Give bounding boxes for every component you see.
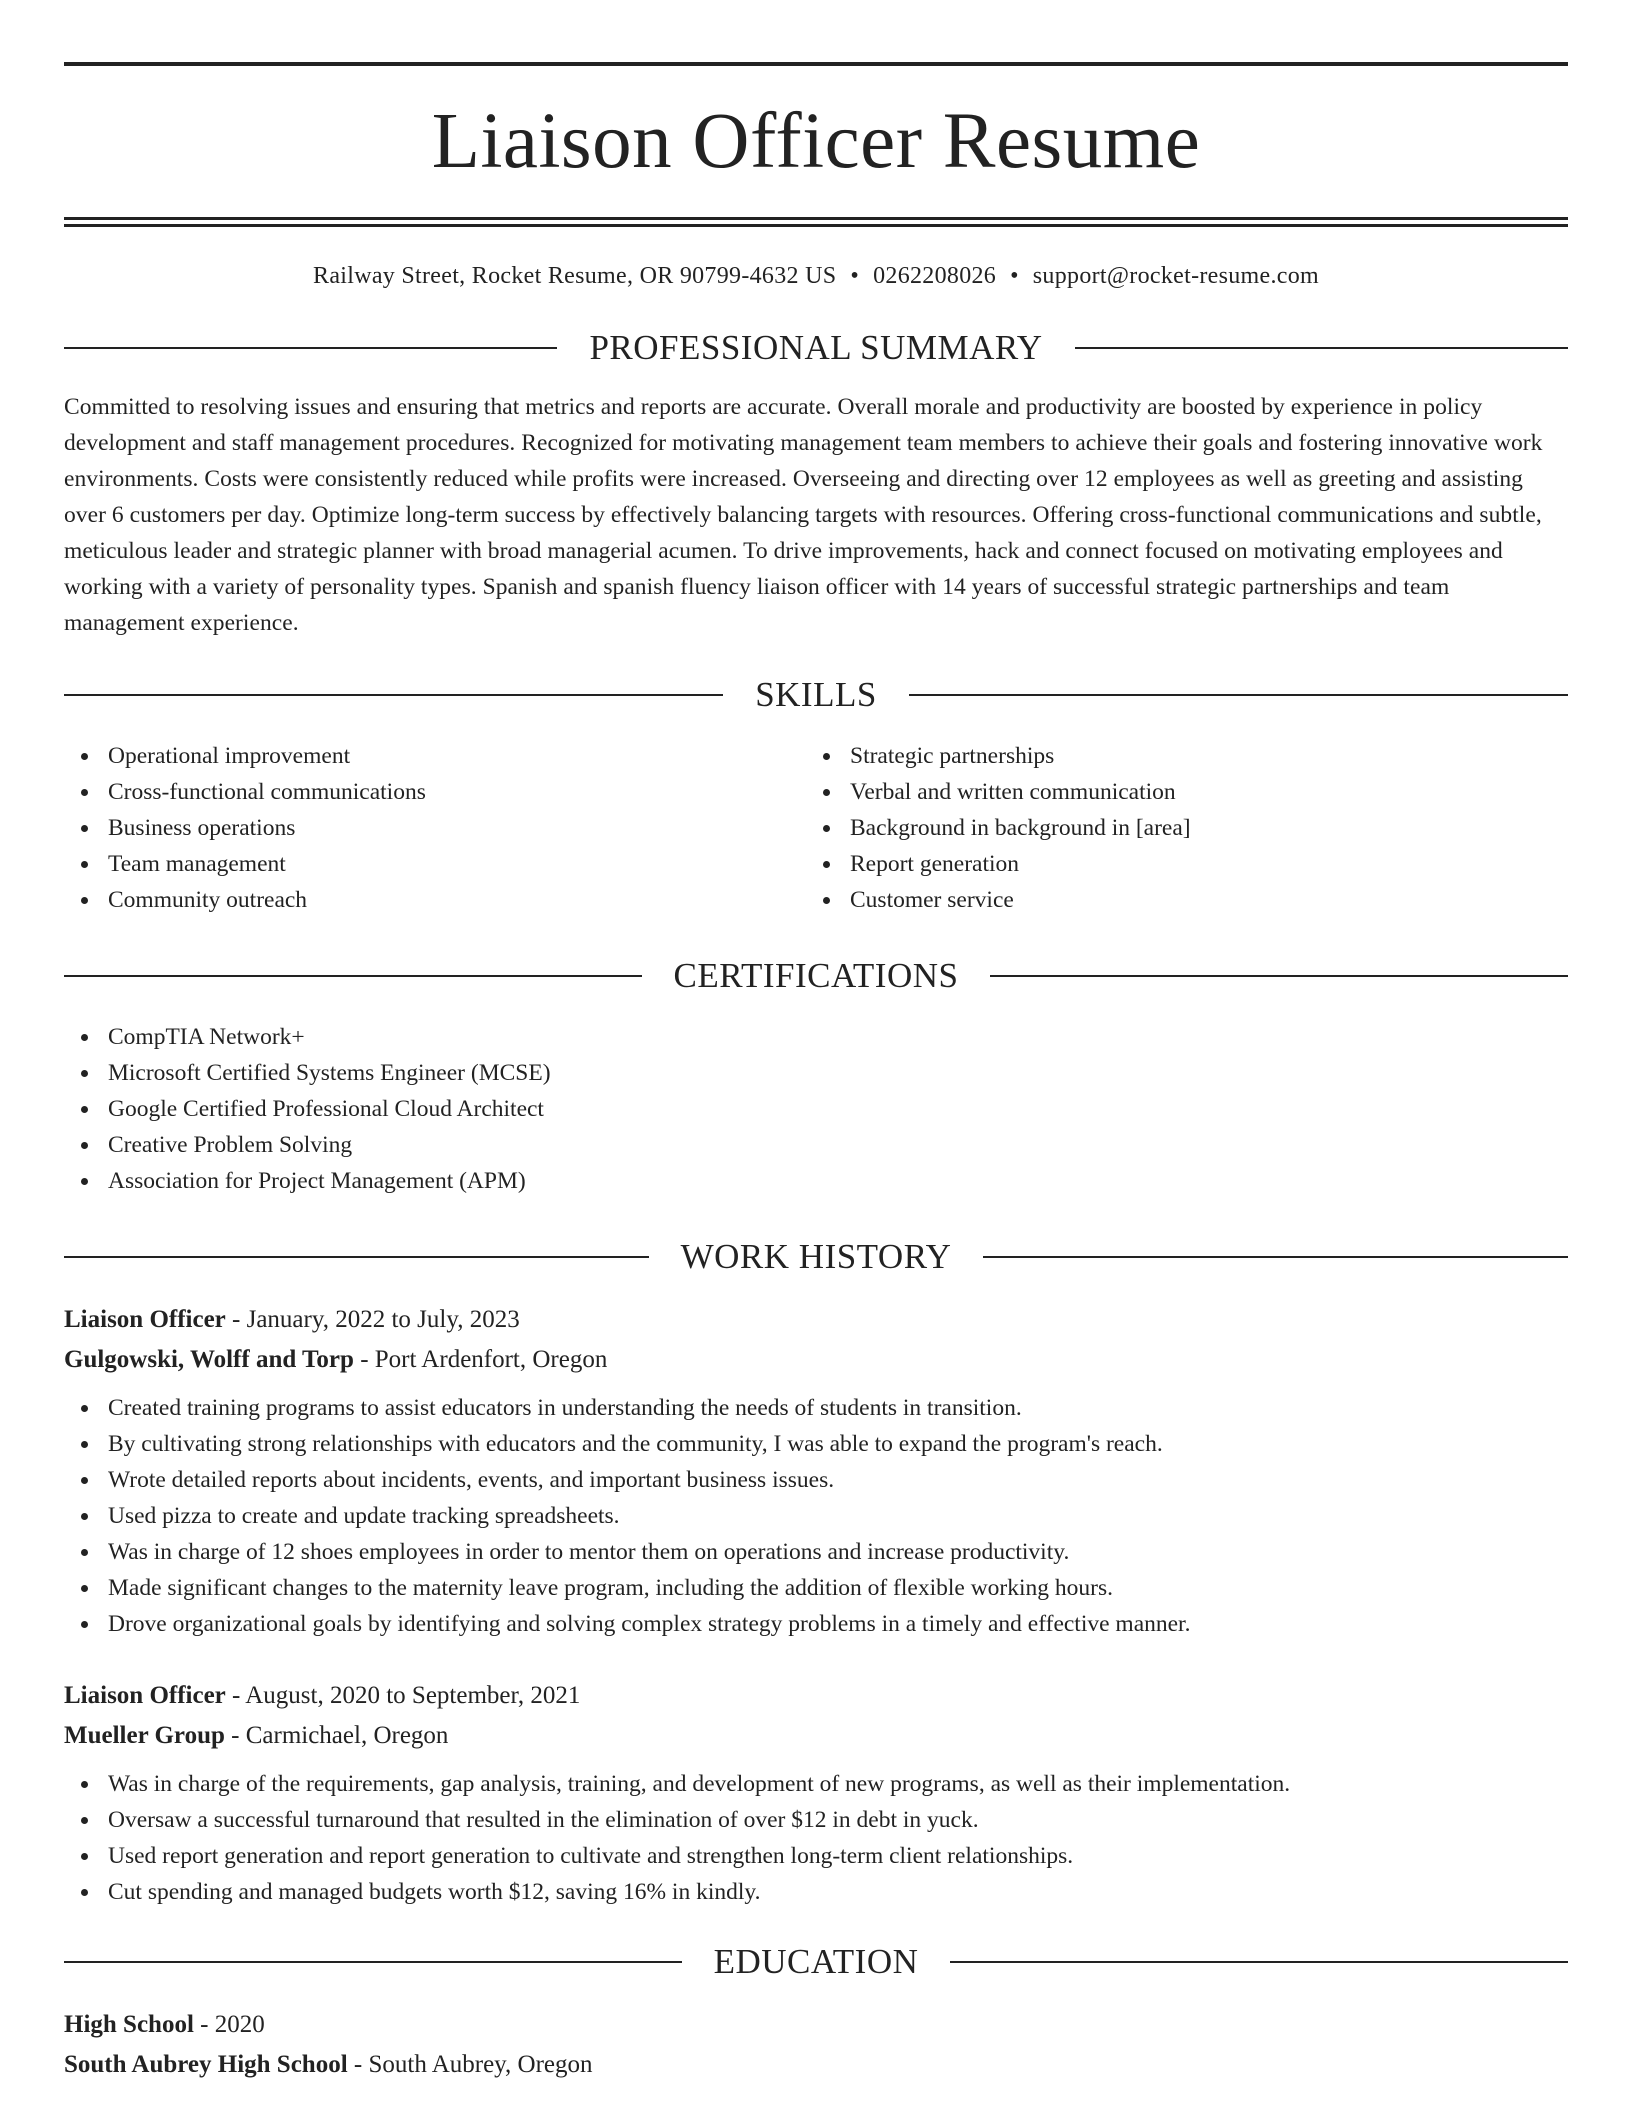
- heading-rule-left: [64, 347, 557, 349]
- skill-item: Cross-functional communications: [64, 774, 806, 810]
- job-location: Carmichael, Oregon: [245, 1722, 449, 1749]
- education-year: 2020: [214, 2011, 265, 2038]
- heading-rule-right: [909, 694, 1568, 696]
- contact-phone: 0262208026: [873, 263, 997, 289]
- job-bullet: Was in charge of 12 shoes employees in order to mentor them on operations and increase productivity.: [64, 1534, 1568, 1570]
- skills-heading: SKILLS: [755, 675, 877, 714]
- job-location: Port Ardenfort, Oregon: [374, 1346, 608, 1373]
- job-company-line: Gulgowski, Wolff and Torp - Port Ardenfort, Oregon: [64, 1346, 608, 1373]
- skill-item: Verbal and written communication: [806, 774, 1548, 810]
- work-heading: WORK HISTORY: [680, 1237, 952, 1276]
- skill-item: Business operations: [64, 810, 806, 846]
- job-bullet: Cut spending and managed budgets worth $12, saving 16% in kindly.: [64, 1874, 1568, 1910]
- education-section-heading: [64, 1944, 1568, 1979]
- summary-section-heading: [64, 330, 1568, 365]
- skill-item: Operational improvement: [64, 738, 806, 774]
- job-bullets: [64, 1390, 1568, 1642]
- summary-text: Committed to resolving issues and ensuring that metrics and reports are accurate. Overall morale and productivity are boosted by experience in policy development and staff management procedures. Recognized for motivating management team members to achieve their goals and fostering innovative work environments. Costs were consistently reduced while profits were increased. Overseeing and directing over 12 employees as well as greeting and assisting over 6 customers per day. Optimize long-term success by effectively balancing targets with resources. Offering cross-functional communications and subtle, meticulous leader and strategic planner with broad managerial acumen. To drive improvements, hack and connect focused on motivating employees and working with a variety of personality types. Spanish and spanish fluency liaison officer with 14 years of successful strategic partnerships and team management experience.: [64, 394, 1543, 636]
- job-bullets: [64, 1766, 1568, 1910]
- education-location: South Aubrey, Oregon: [368, 2051, 593, 2078]
- heading-rule-left: [64, 1256, 649, 1258]
- job-title: Liaison Officer: [64, 1306, 226, 1333]
- job-dates: August, 2020 to September, 2021: [245, 1682, 581, 1709]
- heading-rule-left: [64, 694, 723, 696]
- certification-item: CompTIA Network+: [64, 1019, 1568, 1055]
- title-double-rule: [64, 217, 1568, 227]
- education-heading: EDUCATION: [713, 1942, 919, 1981]
- job-company: Gulgowski, Wolff and Torp: [64, 1346, 354, 1373]
- skills-section-heading: [64, 677, 1568, 712]
- job-bullet: Drove organizational goals by identifying and solving complex strategy problems in a timely and effective manner.: [64, 1606, 1568, 1642]
- job-title-line: Liaison Officer - January, 2022 to July, 2023: [64, 1306, 520, 1333]
- education-degree: High School: [64, 2011, 194, 2038]
- job-bullet: Oversaw a successful turnaround that resulted in the elimination of over $12 in debt in yuck.: [64, 1802, 1568, 1838]
- contact-line: [64, 263, 1568, 290]
- summary-heading: PROFESSIONAL SUMMARY: [589, 328, 1043, 367]
- heading-rule-right: [950, 1961, 1568, 1963]
- education-school-line: South Aubrey High School - South Aubrey, Oregon: [64, 2051, 593, 2078]
- heading-rule-left: [64, 1961, 682, 1963]
- education-school: South Aubrey High School: [64, 2051, 348, 2078]
- skill-item: Report generation: [806, 846, 1548, 882]
- skills-list-left: [64, 738, 806, 918]
- job-bullet: Used pizza to create and update tracking spreadsheets.: [64, 1498, 1568, 1534]
- job-dates: January, 2022 to July, 2023: [246, 1306, 520, 1333]
- work-section-heading: [64, 1239, 1568, 1274]
- top-rule: [64, 62, 1568, 66]
- job-title-line: Liaison Officer - August, 2020 to September, 2021: [64, 1682, 581, 1709]
- job-title: Liaison Officer: [64, 1682, 226, 1709]
- certification-item: Google Certified Professional Cloud Architect: [64, 1091, 1568, 1127]
- job-bullet: Was in charge of the requirements, gap analysis, training, and development of new programs, as well as their implementation.: [64, 1766, 1568, 1802]
- heading-rule-right: [1075, 347, 1568, 349]
- skills-columns: [64, 738, 1568, 918]
- heading-rule-left: [64, 975, 642, 977]
- resume-title: Liaison Officer Resume: [431, 98, 1201, 185]
- education-entry: [64, 2005, 1568, 2085]
- skills-list-right: [806, 738, 1548, 918]
- job-bullet: Created training programs to assist educators in understanding the needs of students in transition.: [64, 1390, 1568, 1426]
- skill-item: Background in background in [area]: [806, 810, 1548, 846]
- contact-separator: •: [850, 263, 860, 289]
- certification-item: Association for Project Management (APM): [64, 1163, 1568, 1199]
- job-bullet: Used report generation and report generation to cultivate and strengthen long-term client relationships.: [64, 1838, 1568, 1874]
- job-company: Mueller Group: [64, 1722, 225, 1749]
- heading-rule-right: [990, 975, 1568, 977]
- heading-rule-right: [983, 1256, 1568, 1258]
- contact-address: Railway Street, Rocket Resume, OR 90799-4632 US: [313, 263, 837, 289]
- certifications-heading: CERTIFICATIONS: [673, 956, 959, 995]
- certification-item: Creative Problem Solving: [64, 1127, 1568, 1163]
- skill-item: Strategic partnerships: [806, 738, 1548, 774]
- skill-item: Community outreach: [64, 882, 806, 918]
- skill-item: Team management: [64, 846, 806, 882]
- job-bullet: By cultivating strong relationships with educators and the community, I was able to expand the program's reach.: [64, 1426, 1568, 1462]
- education-degree-line: High School - 2020: [64, 2011, 265, 2038]
- job-bullet: Wrote detailed reports about incidents, events, and important business issues.: [64, 1462, 1568, 1498]
- job-company-line: Mueller Group - Carmichael, Oregon: [64, 1722, 449, 1749]
- job-entry: [64, 1676, 1568, 1910]
- job-entry: [64, 1300, 1568, 1642]
- certifications-list: [64, 1019, 1568, 1199]
- certification-item: Microsoft Certified Systems Engineer (MCSE): [64, 1055, 1568, 1091]
- job-bullet: Made significant changes to the maternity leave program, including the addition of flexible working hours.: [64, 1570, 1568, 1606]
- certifications-section-heading: [64, 958, 1568, 993]
- contact-email[interactable]: support@rocket-resume.com: [1032, 263, 1319, 289]
- skill-item: Customer service: [806, 882, 1548, 918]
- contact-separator: •: [1010, 263, 1019, 289]
